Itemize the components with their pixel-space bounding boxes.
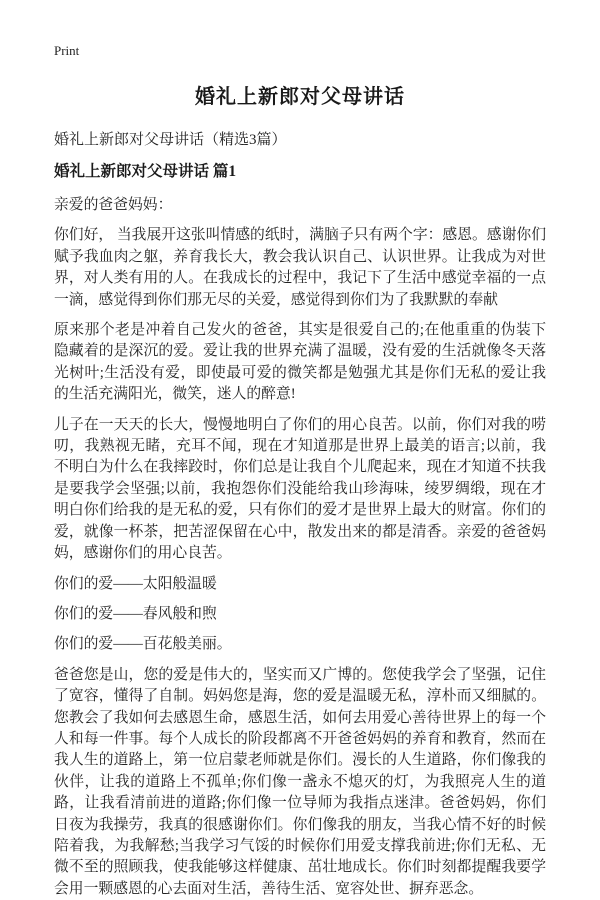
paragraph-gratitude-intro: 你们好， 当我展开这张叫情感的纸时，满脑子只有两个字：感恩。感谢你们赋予我血肉之躯，养育我长大，教会我认识自己、认识世界。让我成为对世界，对人类有用的人。在我成长的过程中，我记下了生活中感觉幸福的一点一滴，感觉得到你们那无尽的关爱，感觉得到你们为了我默默的奉献 (54, 227, 546, 308)
paragraph-fathers-hidden-love: 原来那个老是冲着自己发火的爸爸，其实是很爱自己的;在他重重的伪装下隐藏着的是深沉的爱。爱让我的世界充满了温暖，没有爱的生活就像冬天落光树叶;生活没有爱，即使最可爱的微笑都是勉强尤其是你们无私的爱让我的生活充满阳光，微笑，迷人的醉意! (54, 322, 546, 403)
page-title: 婚礼上新郎对父母讲话 (195, 86, 405, 108)
salutation-line: 亲爱的爸爸妈妈： (54, 197, 173, 213)
document-subtitle: 婚礼上新郎对父母讲话（精选3篇） (54, 132, 287, 148)
section-heading-part1: 婚礼上新郎对父母讲话 篇1 (54, 163, 237, 180)
love-line-sun: 你们的爱——太阳般温暖 (54, 575, 217, 592)
paragraph-growing-understanding: 儿子在一天天的长大，慢慢地明白了你们的用心良苦。以前，你们对我的唠叨，我熟视无睹，充耳不闻，现在才知道那是世界上最美的语言;以前，我不明白为什么在我摔跤时，你们总是让我自个儿爬起来，现在才知道不扶我是要我学会坚强;以前，我抱怨你们没能给我山珍海味，绫罗绸缎，现在才明白你们给我的是无私的爱，只有你们的爱才是世界上最大的财富。你们的爱，就像一杯茶，把苦涩保留在心中，散发出来的都是清香。亲爱的爸爸妈妈，感谢你们的用心良苦。 (54, 416, 546, 562)
love-line-flowers: 你们的爱——百花般美丽。 (54, 636, 232, 653)
print-button[interactable]: Print (54, 43, 80, 58)
paragraph-father-mountain-mother-sea: 爸爸您是山，您的爱是伟大的，坚实而又广博的。您使我学会了坚强，记住了宽容，懂得了自制。妈妈您是海，您的爱是温暖无私，淳朴而又细腻的。您教会了我如何去感恩生命，感恩生活，如何去用爱心善待世界上的每一个人和每一件事。每个人成长的阶段都离不开爸爸妈妈的养育和教育，然而在我人生的道路上，第一位启蒙老师就是你们。漫长的人生道路，你们像我的伙伴，让我的道路上不孤单;你们像一盏永不熄灭的灯，为我照亮人生的道路，让我看清前进的道路;你们像一位导师为我指点迷津。爸爸妈妈，你们日夜为我操劳，我真的很感谢你们。你们像我的朋友，当我心情不好的时候陪着我，为我解愁;当我学习气馁的时候你们用爱支撑我前进;你们无私、无微不至的照顾我，使我能够这样健康、茁壮地成长。你们时刻都提醒我要学会用一颗感恩的心去面对生活，善待生活、宽容处世、摒弃恶念。 (54, 666, 546, 897)
love-line-spring-breeze: 你们的爱——春风般和煦 (54, 605, 217, 622)
